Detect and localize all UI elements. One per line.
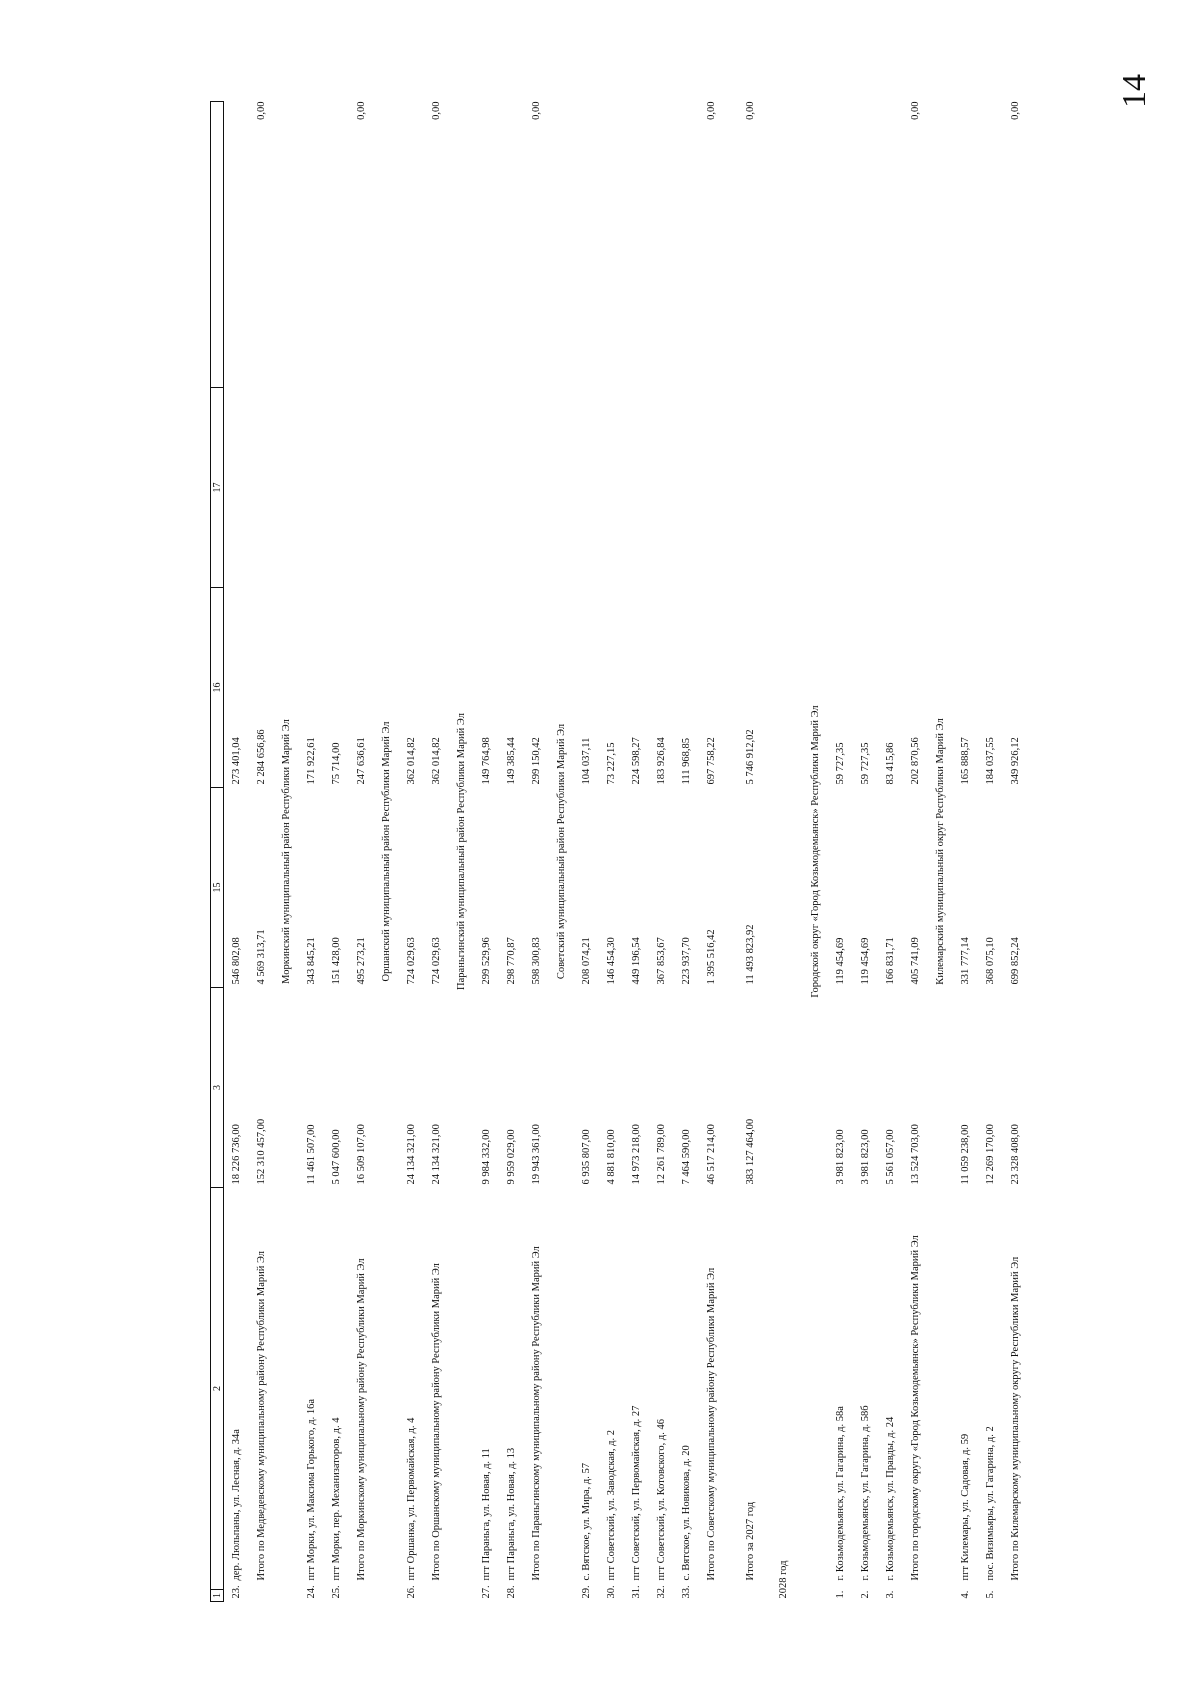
table-row xyxy=(903,102,928,1602)
row-name: Итого по Медведевскому муниципальному району Республики Марий Эл xyxy=(256,1250,267,1581)
value-col-16: 2 284 656,86 xyxy=(256,729,267,785)
table-row xyxy=(953,102,978,1602)
value-col-15: 495 273,21 xyxy=(356,937,367,985)
value-col-17 xyxy=(349,388,374,588)
row-name-cell xyxy=(599,1188,624,1602)
value-col-3: 12 269 170,00 xyxy=(985,1124,996,1185)
row-name: Итого за 2027 год xyxy=(745,1501,756,1581)
section-heading: Килемарский муниципальный округ Республики Марий Эл xyxy=(935,718,946,985)
value-col-15: 598 300,83 xyxy=(531,937,542,985)
value-col-3: 383 127 464,00 xyxy=(745,1118,756,1185)
section-heading-row xyxy=(803,102,828,1602)
value-col-3: 9 984 332,00 xyxy=(481,1129,492,1185)
row-name: г. Козьмодемьянск, ул. Правды, д. 24 xyxy=(885,1416,896,1581)
budget-table xyxy=(210,101,1028,1602)
value-col-last xyxy=(474,102,499,388)
section-heading-row xyxy=(449,102,474,1602)
value-col-17 xyxy=(524,388,549,588)
value-col-15: 724 029,63 xyxy=(431,937,442,985)
table-row xyxy=(474,102,499,1602)
value-col-3: 152 310 457,00 xyxy=(256,1118,267,1185)
section-heading-row xyxy=(928,102,953,1602)
row-name-cell xyxy=(349,1188,374,1602)
row-name: Итого по Килемарскому муниципальному округу Республики Марий Эл xyxy=(1010,1256,1021,1581)
row-name: г. Козьмодемьянск, ул. Гагарина, д. 58а xyxy=(835,1406,846,1581)
row-name-cell xyxy=(524,1188,549,1602)
row-name-cell xyxy=(699,1188,724,1602)
value-col-3: 18 226 736,00 xyxy=(231,1124,242,1185)
value-col-16: 104 037,11 xyxy=(581,737,592,785)
value-col-16: 73 227,15 xyxy=(606,742,617,785)
row-name: пгт Советский, ул. Заводская, д. 2 xyxy=(606,1430,617,1581)
row-name-cell xyxy=(649,1188,674,1602)
row-index: 4. xyxy=(960,1590,971,1599)
column-header-3: 3 xyxy=(211,988,224,1188)
row-name-cell xyxy=(853,1188,878,1602)
value-col-16: 111 968,85 xyxy=(681,738,692,785)
value-col-15: 699 852,24 xyxy=(1010,937,1021,985)
table-row xyxy=(499,102,524,1602)
row-name-cell xyxy=(474,1188,499,1602)
value-col-17 xyxy=(903,388,928,588)
row-name-cell xyxy=(399,1188,424,1602)
value-col-17 xyxy=(499,388,524,588)
year-heading: 2028 год xyxy=(777,1560,789,1599)
table-body xyxy=(224,102,1029,1602)
value-col-16: 171 922,61 xyxy=(306,737,317,785)
row-index: 29. xyxy=(581,1585,592,1599)
value-col-15: 119 454,69 xyxy=(860,937,871,985)
column-header-2: 2 xyxy=(211,1188,224,1590)
value-col-16: 202 870,56 xyxy=(910,737,921,785)
row-name-cell xyxy=(499,1188,524,1602)
table-row xyxy=(349,102,374,1602)
page-number: 14 xyxy=(1116,74,1153,108)
row-name: дер. Люльпаны, ул. Лесная, д. 34а xyxy=(231,1429,242,1581)
section-heading: Оршанский муниципальный район Республики Марий Эл xyxy=(381,721,392,982)
row-name-cell xyxy=(624,1188,649,1602)
value-col-15: 223 937,70 xyxy=(681,937,692,985)
row-name-cell xyxy=(1003,1188,1028,1602)
column-header-15: 15 xyxy=(211,788,224,988)
table-row xyxy=(224,102,250,1602)
row-name-cell xyxy=(828,1188,853,1602)
value-col-17 xyxy=(674,388,699,588)
table-row xyxy=(649,102,674,1602)
value-col-16: 224 598,27 xyxy=(631,737,642,785)
value-col-17 xyxy=(599,388,624,588)
table-row xyxy=(324,102,349,1602)
value-col-16: 247 636,61 xyxy=(356,737,367,785)
row-name: пос. Визимьяры, ул. Гагарина, д. 2 xyxy=(985,1426,996,1581)
row-name: пгт Параньга, ул. Новая, д. 13 xyxy=(506,1447,517,1581)
row-name: Итого по Параньгинскому муниципальному району Республики Марий Эл xyxy=(531,1246,542,1581)
row-name: с. Вятское, ул. Новикова, д. 20 xyxy=(681,1445,692,1581)
row-name-cell xyxy=(299,1188,324,1602)
value-col-17 xyxy=(853,388,878,588)
row-index: 26. xyxy=(406,1585,417,1599)
table-row xyxy=(424,102,449,1602)
row-index: 31. xyxy=(631,1585,642,1599)
value-col-17 xyxy=(299,388,324,588)
row-name: Итого по городскому округу «Город Козьмодемьянск» Республики Марий Эл xyxy=(910,1235,921,1581)
column-header-1: 1 xyxy=(211,1590,224,1602)
section-heading: Параньгинский муниципальный район Республики Марий Эл xyxy=(456,713,467,990)
section-heading-row xyxy=(549,102,574,1602)
value-col-3: 12 261 789,00 xyxy=(656,1124,667,1185)
value-col-last xyxy=(599,102,624,388)
row-name: пгт Советский, ул. Котовского, д. 46 xyxy=(656,1419,667,1581)
section-heading-row xyxy=(274,102,299,1602)
row-index: 25. xyxy=(331,1585,342,1599)
row-name-cell xyxy=(953,1188,978,1602)
table-row xyxy=(738,102,763,1602)
value-col-last xyxy=(853,102,878,388)
row-name-cell xyxy=(224,1188,250,1602)
table-row xyxy=(878,102,903,1602)
table-row xyxy=(1003,102,1028,1602)
value-col-16: 149 385,44 xyxy=(506,737,517,785)
value-col-3: 46 517 214,00 xyxy=(706,1124,717,1185)
value-col-15: 299 529,96 xyxy=(481,937,492,985)
value-col-last xyxy=(878,102,903,388)
value-col-3: 6 935 807,00 xyxy=(581,1129,592,1185)
table-row xyxy=(699,102,724,1602)
spacer-row xyxy=(724,102,738,1602)
value-col-3: 19 943 361,00 xyxy=(531,1124,542,1185)
row-name: пгт Килемары, ул. Садовая, д. 59 xyxy=(960,1433,971,1581)
value-col-last xyxy=(624,102,649,388)
value-col-3: 13 524 703,00 xyxy=(910,1124,921,1185)
value-col-15: 1 395 516,42 xyxy=(706,929,717,985)
value-col-3: 24 134 321,00 xyxy=(406,1124,417,1185)
value-col-15: 11 493 823,92 xyxy=(745,924,756,985)
value-col-last: 0,00 xyxy=(910,101,921,120)
row-index: 30. xyxy=(606,1585,617,1599)
value-col-16: 362 014,82 xyxy=(406,737,417,785)
value-col-17 xyxy=(574,388,599,588)
table-row xyxy=(978,102,1003,1602)
column-header-last xyxy=(211,102,224,388)
row-name: пгт Оршанка, ул. Первомайская, д. 4 xyxy=(406,1417,417,1581)
value-col-17 xyxy=(399,388,424,588)
row-name-cell xyxy=(574,1188,599,1602)
value-col-3: 9 959 029,00 xyxy=(506,1129,517,1185)
value-col-3: 11 461 507,00 xyxy=(306,1124,317,1185)
value-col-17 xyxy=(649,388,674,588)
value-col-16: 165 888,57 xyxy=(960,737,971,785)
value-col-last: 0,00 xyxy=(256,101,267,120)
table-row xyxy=(299,102,324,1602)
value-col-17 xyxy=(224,388,250,588)
value-col-last xyxy=(299,102,324,388)
row-name: Итого по Оршанскому муниципальному району Республики Марий Эл xyxy=(431,1263,442,1581)
row-name: пгт Морки, пер. Механизаторов, д. 4 xyxy=(331,1417,342,1581)
row-index: 28. xyxy=(506,1585,517,1599)
value-col-last: 0,00 xyxy=(431,101,442,120)
section-heading-row xyxy=(374,102,399,1602)
row-name: Итого по Моркинскому муниципальному району Республики Марий Эл xyxy=(356,1258,367,1581)
value-col-17 xyxy=(978,388,1003,588)
value-col-17 xyxy=(738,388,763,588)
value-col-last: 0,00 xyxy=(1010,101,1021,120)
value-col-15: 331 777,14 xyxy=(960,937,971,985)
value-col-17 xyxy=(624,388,649,588)
value-col-15: 119 454,69 xyxy=(835,937,846,985)
value-col-17 xyxy=(474,388,499,588)
table-row xyxy=(828,102,853,1602)
value-col-15: 405 741,09 xyxy=(910,937,921,985)
row-name-cell xyxy=(674,1188,699,1602)
value-col-last xyxy=(574,102,599,388)
value-col-16: 362 014,82 xyxy=(431,737,442,785)
value-col-last xyxy=(674,102,699,388)
value-col-last xyxy=(499,102,524,388)
value-col-15: 343 845,21 xyxy=(306,937,317,985)
table-row xyxy=(853,102,878,1602)
table-row xyxy=(574,102,599,1602)
value-col-last xyxy=(828,102,853,388)
value-col-15: 4 569 313,71 xyxy=(256,929,267,985)
row-name-cell xyxy=(903,1188,928,1602)
row-index: 1. xyxy=(835,1590,846,1599)
table-row xyxy=(599,102,624,1602)
table-row xyxy=(624,102,649,1602)
value-col-3: 23 328 408,00 xyxy=(1010,1124,1021,1185)
row-name: пгт Советский, ул. Первомайская, д. 27 xyxy=(631,1405,642,1581)
column-header-16: 16 xyxy=(211,588,224,788)
value-col-17 xyxy=(424,388,449,588)
value-col-16: 75 714,00 xyxy=(331,742,342,785)
value-col-15: 449 196,54 xyxy=(631,937,642,985)
table-row xyxy=(674,102,699,1602)
value-col-17 xyxy=(699,388,724,588)
row-name-cell xyxy=(978,1188,1003,1602)
section-heading: Городской округ «Город Козьмодемьянск» Республики Марий Эл xyxy=(810,705,821,998)
row-index: 24. xyxy=(306,1585,317,1599)
value-col-16: 149 764,98 xyxy=(481,737,492,785)
value-col-last: 0,00 xyxy=(706,101,717,120)
row-name: с. Вятское, ул. Мира, д. 57 xyxy=(581,1463,592,1581)
value-col-15: 166 831,71 xyxy=(885,937,896,985)
value-col-17 xyxy=(878,388,903,588)
column-number-row xyxy=(211,102,224,1602)
row-index: 23. xyxy=(231,1585,242,1599)
value-col-3: 3 981 823,00 xyxy=(835,1129,846,1185)
row-name: г. Козьмодемьянск, ул. Гагарина, д. 58б xyxy=(860,1405,871,1581)
section-heading: Моркинский муниципальный район Республики Марий Эл xyxy=(281,719,292,984)
value-col-17 xyxy=(324,388,349,588)
value-col-16: 183 926,84 xyxy=(656,737,667,785)
rotated-table-container xyxy=(210,101,1021,1602)
value-col-3: 4 881 810,00 xyxy=(606,1129,617,1185)
row-index: 2. xyxy=(860,1590,871,1599)
value-col-last: 0,00 xyxy=(745,101,756,120)
row-index: 27. xyxy=(481,1585,492,1599)
value-col-16: 184 037,55 xyxy=(985,737,996,785)
column-header-17: 17 xyxy=(211,388,224,588)
value-col-last xyxy=(399,102,424,388)
value-col-15: 146 454,30 xyxy=(606,937,617,985)
row-name-cell xyxy=(249,1188,274,1602)
value-col-15: 367 853,67 xyxy=(656,937,667,985)
value-col-3: 3 981 823,00 xyxy=(860,1129,871,1185)
row-name: Итого по Советскому муниципальному району Республики Марий Эл xyxy=(706,1267,717,1581)
value-col-3: 14 973 218,00 xyxy=(631,1124,642,1185)
value-col-last xyxy=(224,102,250,388)
value-col-last xyxy=(978,102,1003,388)
value-col-15: 546 802,08 xyxy=(231,937,242,985)
value-col-3: 7 464 590,00 xyxy=(681,1129,692,1185)
value-col-15: 151 428,00 xyxy=(331,937,342,985)
value-col-3: 24 134 321,00 xyxy=(431,1124,442,1185)
value-col-16: 273 401,04 xyxy=(231,737,242,785)
row-index: 5. xyxy=(985,1590,996,1599)
value-col-17 xyxy=(1003,388,1028,588)
value-col-16: 83 415,86 xyxy=(885,742,896,785)
value-col-16: 349 926,12 xyxy=(1010,737,1021,785)
value-col-last: 0,00 xyxy=(356,101,367,120)
table-row xyxy=(399,102,424,1602)
value-col-16: 5 746 912,02 xyxy=(745,729,756,785)
table-row xyxy=(249,102,274,1602)
value-col-last xyxy=(324,102,349,388)
year-heading-row xyxy=(763,102,803,1602)
value-col-last xyxy=(953,102,978,388)
value-col-15: 368 075,10 xyxy=(985,937,996,985)
value-col-17 xyxy=(828,388,853,588)
value-col-last xyxy=(649,102,674,388)
row-index: 3. xyxy=(885,1590,896,1599)
value-col-17 xyxy=(249,388,274,588)
row-index: 32. xyxy=(656,1585,667,1599)
value-col-15: 298 770,87 xyxy=(506,937,517,985)
value-col-16: 697 758,22 xyxy=(706,737,717,785)
row-name-cell xyxy=(738,1188,763,1602)
value-col-3: 5 561 057,00 xyxy=(885,1129,896,1185)
value-col-17 xyxy=(953,388,978,588)
table-row xyxy=(524,102,549,1602)
row-index: 33. xyxy=(681,1585,692,1599)
row-name: пгт Параньга, ул. Новая, д. 11 xyxy=(481,1448,492,1581)
value-col-3: 11 059 238,00 xyxy=(960,1124,971,1185)
value-col-3: 5 047 600,00 xyxy=(331,1129,342,1185)
value-col-3: 16 509 107,00 xyxy=(356,1124,367,1185)
value-col-16: 59 727,35 xyxy=(860,742,871,785)
value-col-16: 59 727,35 xyxy=(835,742,846,785)
section-heading: Советский муниципальный район Республики Марий Эл xyxy=(556,723,567,980)
value-col-15: 724 029,63 xyxy=(406,937,417,985)
value-col-16: 299 150,42 xyxy=(531,737,542,785)
value-col-15: 208 074,21 xyxy=(581,937,592,985)
row-name-cell xyxy=(324,1188,349,1602)
row-name: пгт Морки, ул. Максима Горького, д. 16а xyxy=(306,1399,317,1581)
row-name-cell xyxy=(878,1188,903,1602)
value-col-last: 0,00 xyxy=(531,101,542,120)
row-name-cell xyxy=(424,1188,449,1602)
